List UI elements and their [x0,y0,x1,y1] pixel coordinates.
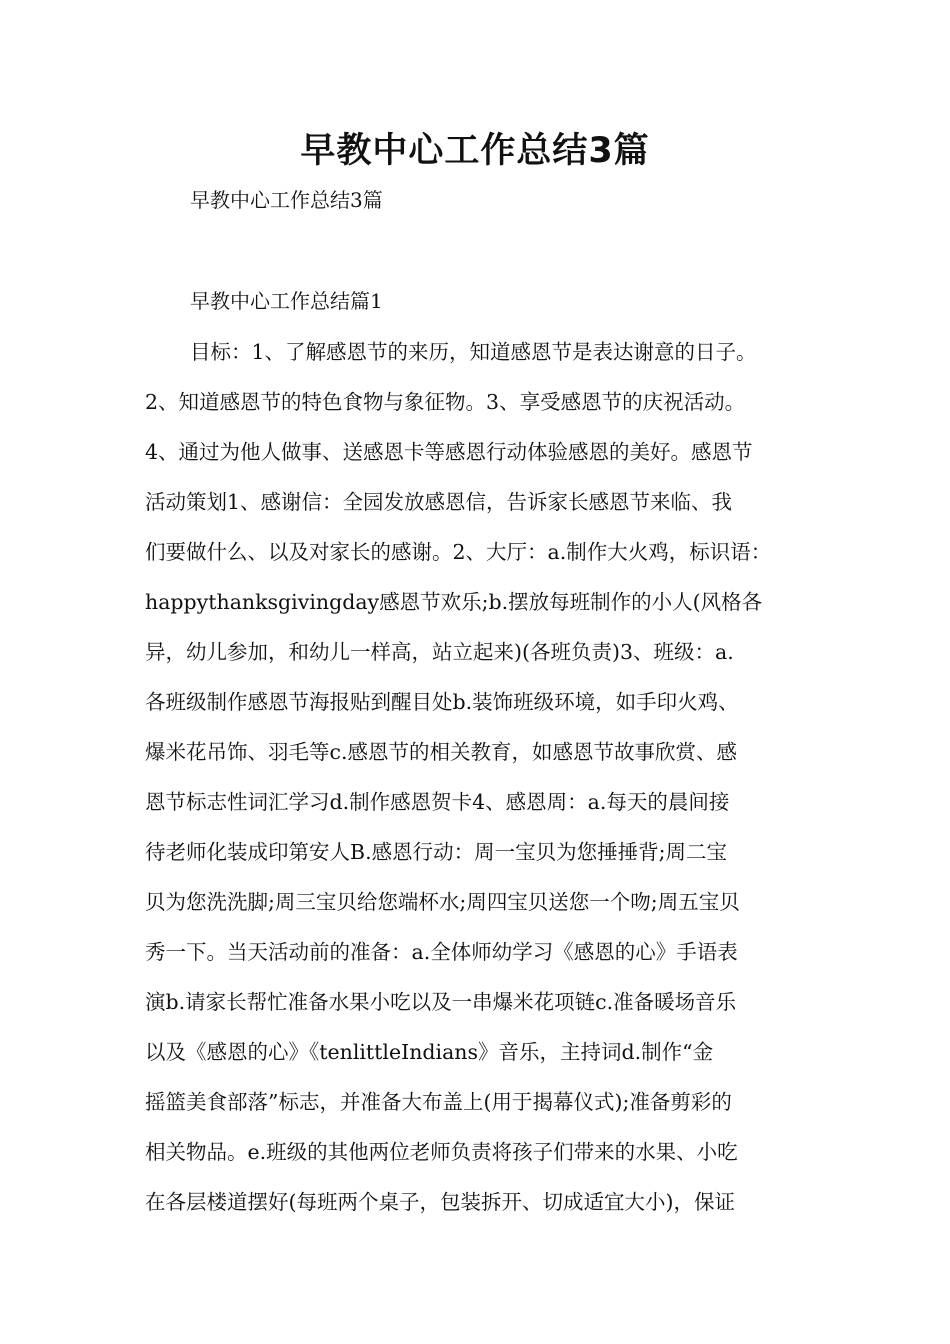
body-line: 在各层楼道摆好(每班两个桌子，包装拆开、切成适宜大小)，保证 [145,1190,735,1214]
body-line: 各班级制作感恩节海报贴到醒目处b.装饰班级环境，如手印火鸡、 [145,690,739,714]
body-line: 相关物品。e.班级的其他两位老师负责将孩子们带来的水果、小吃 [145,1140,738,1164]
body-line: 2、知道感恩节的特色食物与象征物。3、享受感恩节的庆祝活动。 [145,390,746,414]
document-title: 早教中心工作总结3篇 [300,131,650,171]
body-line: 贝为您洗洗脚;周三宝贝给您端杯水;周四宝贝送您一个吻;周五宝贝 [145,890,740,914]
body-line: 待老师化装成印第安人B.感恩行动：周一宝贝为您捶捶背;周二宝 [145,840,727,864]
body-paragraph [145,335,825,1235]
body-line: 活动策划1、感谢信：全园发放感恩信，告诉家长感恩节来临、我 [145,490,733,514]
body-line: 爆米花吊饰、羽毛等c.感恩节的相关教育，如感恩节故事欣赏、感 [145,740,737,764]
body-line: 以及《感恩的心》《tenlittleIndians》音乐，主持词d.制作“金 [145,1040,714,1064]
body-line: happythanksgivingday感恩节欢乐;b.摆放每班制作的小人(风格各 [145,590,763,614]
document-subtitle: 早教中心工作总结3篇 [190,188,383,212]
body-line: 异，幼儿参加，和幼儿一样高，站立起来)(各班负责)3、班级：a. [145,640,734,664]
body-line: 4、通过为他人做事、送感恩卡等感恩行动体验感恩的美好。感恩节 [145,440,753,464]
body-line: 摇篮美食部落”标志，并准备大布盖上(用于揭幕仪式);准备剪彩的 [145,1090,732,1114]
section-heading: 早教中心工作总结篇1 [190,289,383,313]
body-line: 们要做什么、以及对家长的感谢。2、大厅：a.制作大火鸡，标识语： [145,540,772,564]
body-line: 目标：1、了解感恩节的来历，知道感恩节是表达谢意的日子。 [190,340,757,364]
body-line: 恩节标志性词汇学习d.制作感恩贺卡4、感恩周：a.每天的晨间接 [145,790,730,814]
body-line: 秀一下。当天活动前的准备：a.全体师幼学习《感恩的心》手语表 [145,940,738,964]
body-line: 演b.请家长帮忙准备水果小吃以及一串爆米花项链c.准备暖场音乐 [145,990,737,1014]
